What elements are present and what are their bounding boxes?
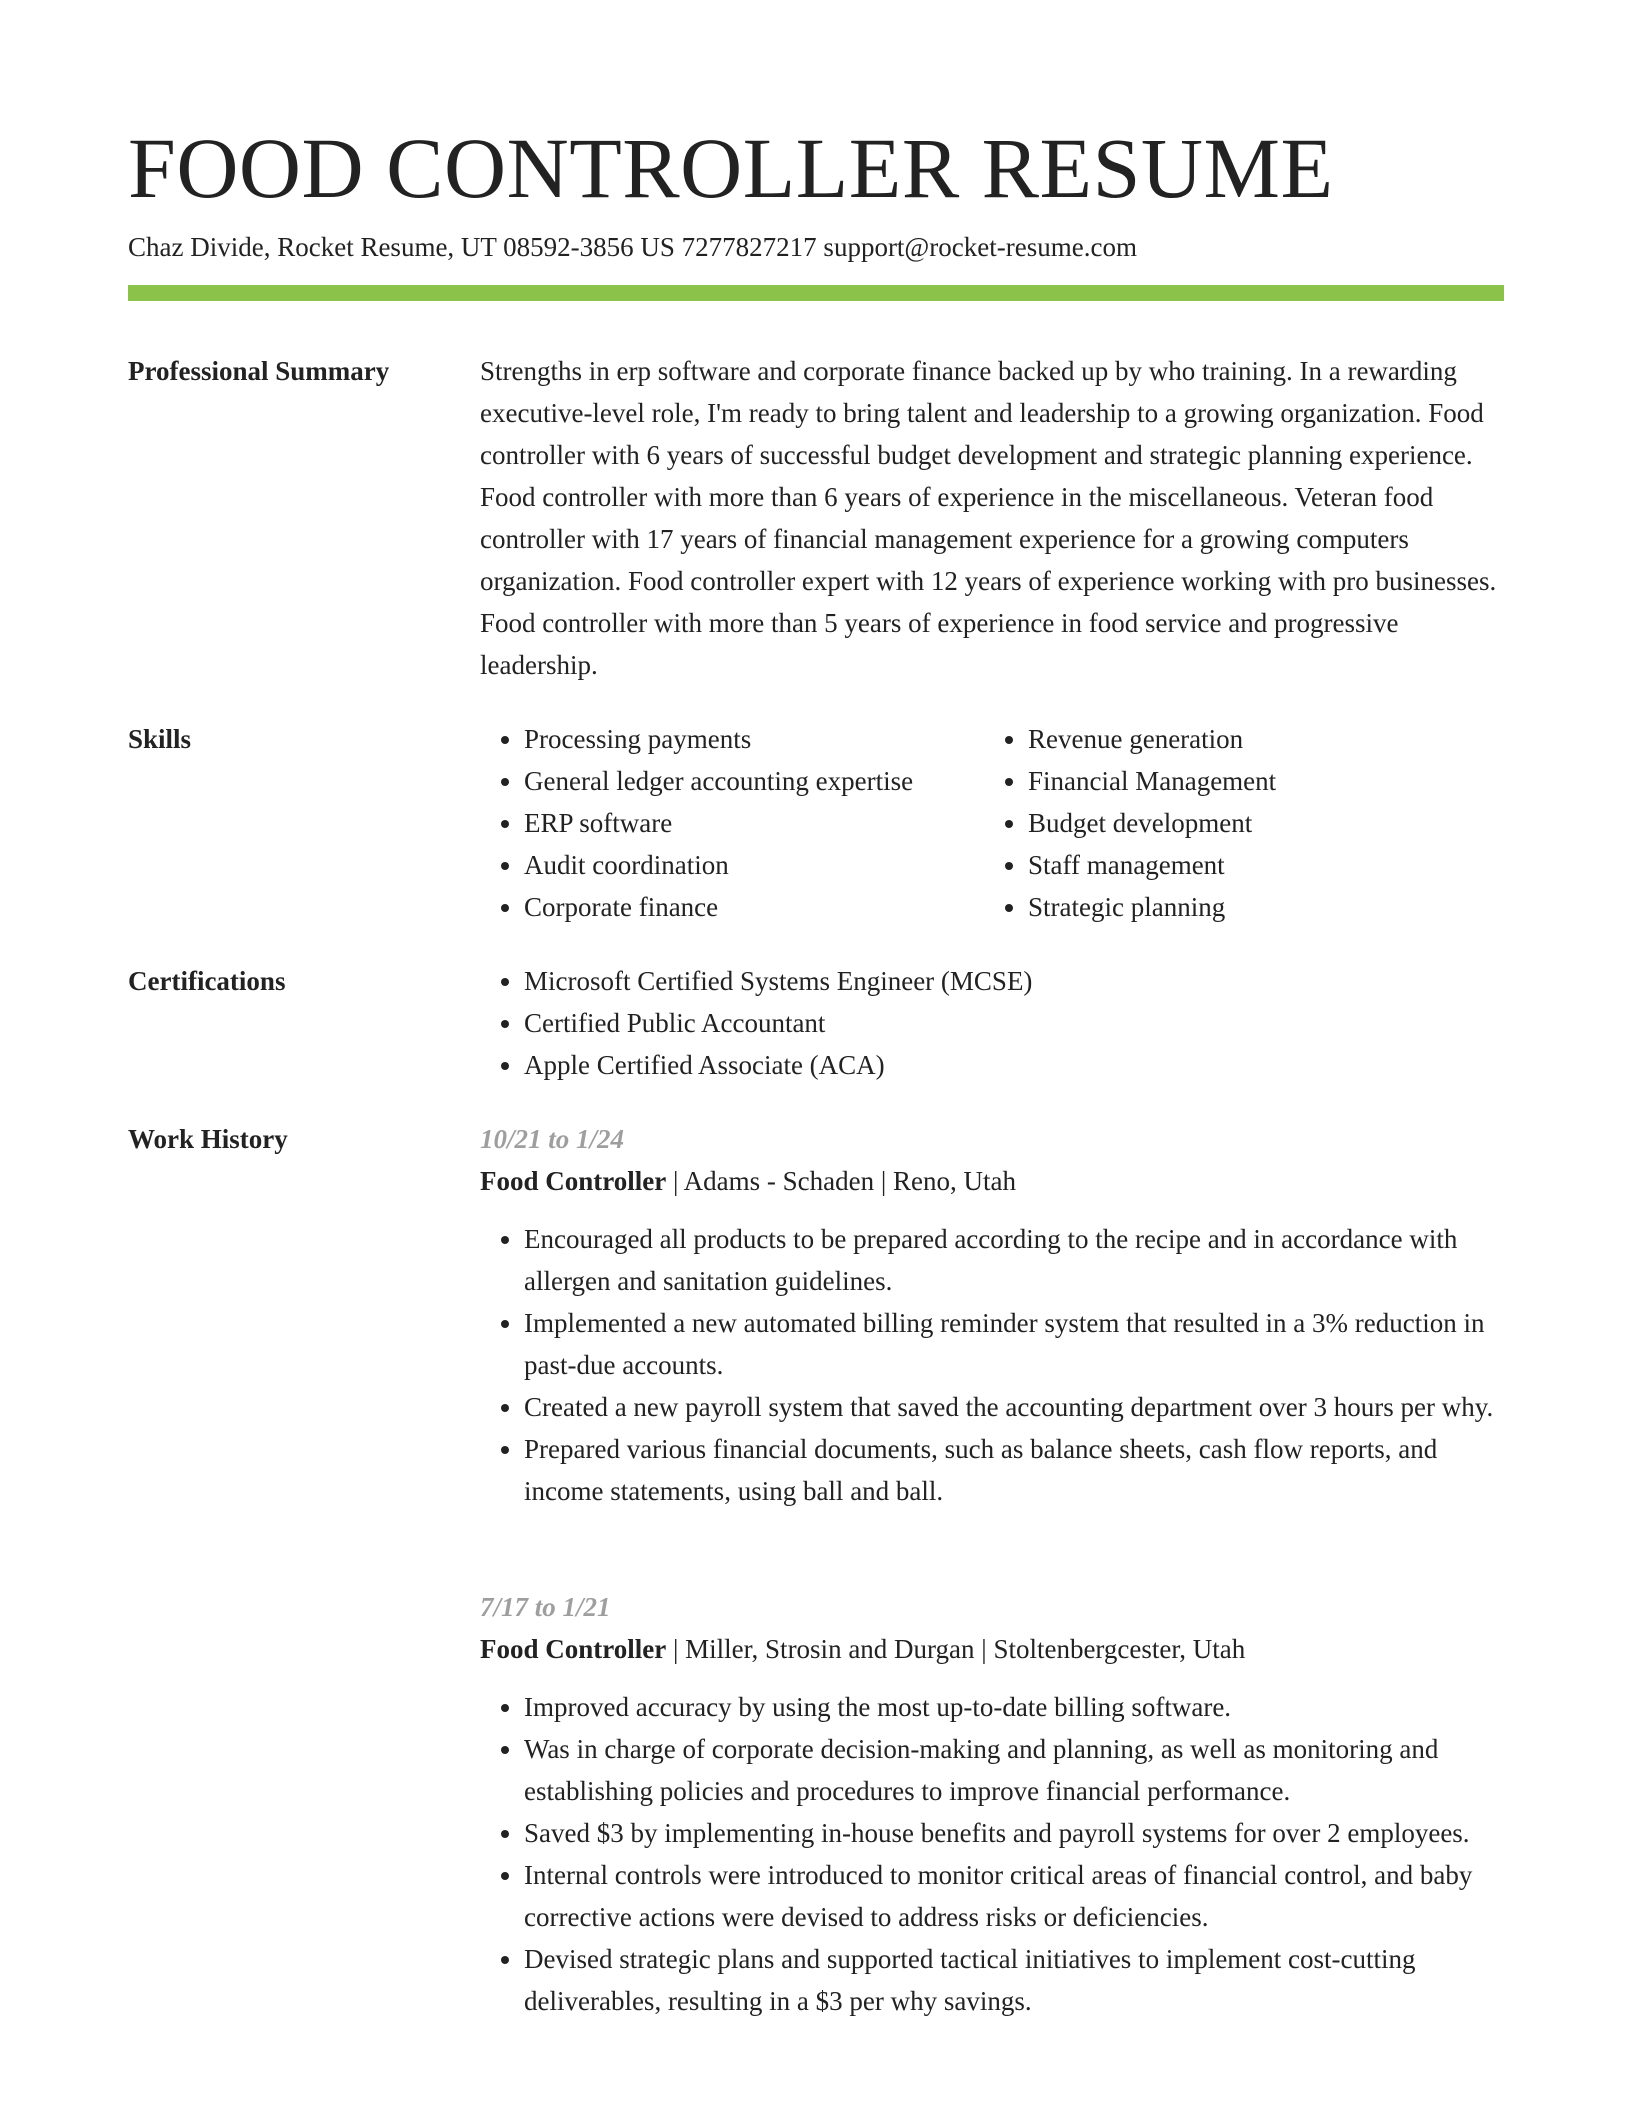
job-bullet: • Was in charge of corporate decision-making and planning, as well as monitoring and establishing policies and procedures to improve financial performance. <box>524 1728 1504 1812</box>
job-bullet: • Created a new payroll system that saved the accounting department over 3 hours per why. <box>524 1386 1504 1428</box>
job-bullets <box>480 1218 1504 1512</box>
skill-item: • Audit coordination <box>524 844 1024 886</box>
skill-item: • Strategic planning <box>1028 886 1528 928</box>
job-dates: 10/21 to 1/24 <box>480 1124 625 1154</box>
certifications-list <box>480 960 1504 1086</box>
job-dates: 7/17 to 1/21 <box>480 1592 611 1622</box>
work-history-label: Work History <box>128 1124 288 1154</box>
skill-item: • Corporate finance <box>524 886 1024 928</box>
resume-header <box>128 118 1504 264</box>
skills-label: Skills <box>128 724 192 754</box>
certifications-label: Certifications <box>128 966 286 996</box>
job-bullet: • Devised strategic plans and supported tactical initiatives to implement cost-cutting deliverables, resulting in a $3 per why savings. <box>524 1938 1504 2022</box>
job-title: Food Controller <box>480 1166 667 1196</box>
job-bullet: • Internal controls were introduced to monitor critical areas of financial control, and baby corrective actions were devised to address risks or deficiencies. <box>524 1854 1504 1938</box>
certification-item: • Certified Public Accountant <box>524 1002 1504 1044</box>
job-bullet: • Improved accuracy by using the most up-to-date billing software. <box>524 1686 1504 1728</box>
job-bullet: • Implemented a new automated billing reminder system that resulted in a 3% reduction in past-due accounts. <box>524 1302 1504 1386</box>
contact-line: Chaz Divide, Rocket Resume, UT 08592-3856 US 7277827217 support@rocket-resume.com <box>128 232 1137 262</box>
skill-item: • Processing payments <box>524 718 1024 760</box>
job-bullet: • Saved $3 by implementing in-house benefits and payroll systems for over 2 employees. <box>524 1812 1504 1854</box>
job-bullet: • Prepared various financial documents, such as balance sheets, cash flow reports, and income statements, using ball and ball. <box>524 1428 1504 1512</box>
certification-item: • Apple Certified Associate (ACA) <box>524 1044 1504 1086</box>
job-bullets <box>480 1686 1504 2022</box>
job-entry <box>480 1586 1504 2022</box>
certification-item: • Microsoft Certified Systems Engineer (MCSE) <box>524 960 1504 1002</box>
header-accent-rule <box>128 285 1504 301</box>
skill-item: • Revenue generation <box>1028 718 1528 760</box>
job-bullet: • Encouraged all products to be prepared according to the recipe and in accordance with allergen and sanitation guidelines. <box>524 1218 1504 1302</box>
skill-item: • Budget development <box>1028 802 1528 844</box>
skills-list-left <box>480 718 1024 928</box>
job-entry <box>480 1118 1504 1512</box>
job-employer-location: | Miller, Strosin and Durgan | Stoltenbergcester, Utah <box>666 1634 1246 1664</box>
skill-item: • Staff management <box>1028 844 1528 886</box>
summary-label: Professional Summary <box>128 356 390 386</box>
job-employer-location: | Adams - Schaden | Reno, Utah <box>666 1166 1016 1196</box>
skills-list-right <box>984 718 1528 928</box>
job-heading <box>480 1628 1504 1670</box>
job-heading <box>480 1160 1504 1202</box>
certifications-body <box>480 960 1504 1086</box>
summary-body <box>480 350 1504 686</box>
skill-item: • ERP software <box>524 802 1024 844</box>
job-title: Food Controller <box>480 1634 667 1664</box>
summary-text: Strengths in erp software and corporate finance backed up by who training. In a rewarding executive-level role, I'm ready to bring talent and leadership to a growing organization. Food controller with 6 years of successful budget development and strategic planning experience. Food controller with more than 6 years of experience in the miscellaneous. Veteran food controller with 17 years of financial management experience for a growing computers organization. Food controller expert with 12 years of experience working with pro businesses. Food controller with more than 5 years of experience in food service and progressive leadership. <box>480 356 1497 680</box>
skill-item: • General ledger accounting expertise <box>524 760 1024 802</box>
resume-title: FOOD CONTROLLER RESUME <box>128 120 1334 216</box>
skill-item: • Financial Management <box>1028 760 1528 802</box>
